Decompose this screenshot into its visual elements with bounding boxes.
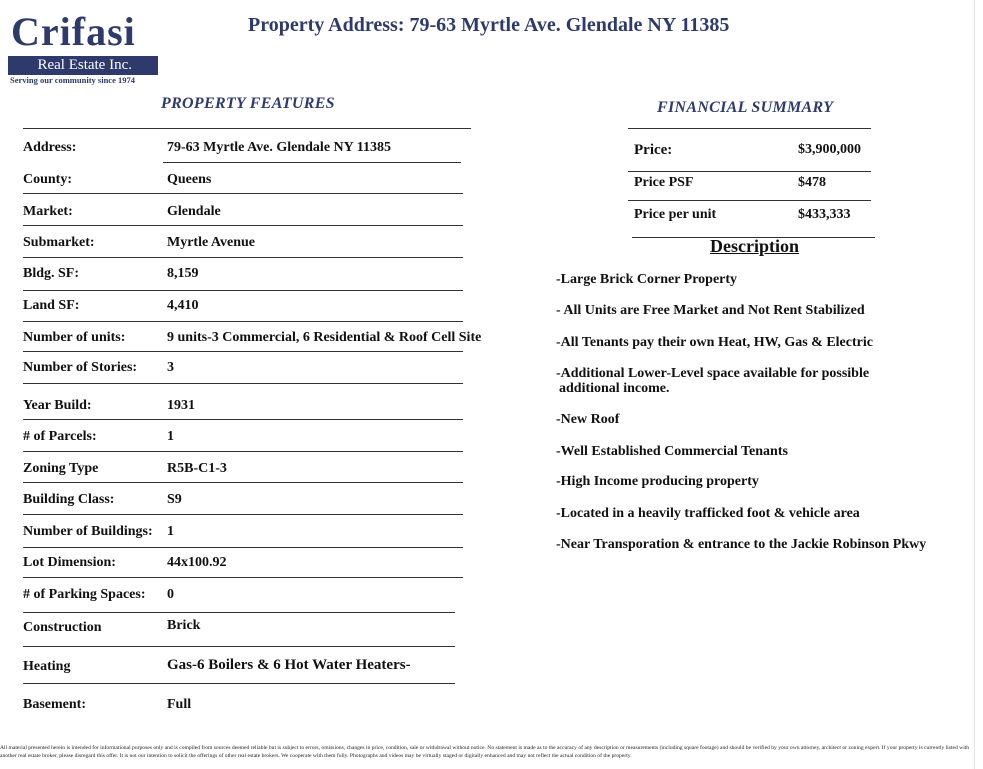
row-divider (23, 351, 463, 352)
row-divider (23, 683, 455, 684)
description-item: -Near Transporation & entrance to the Jackie Robinson Pkwy (556, 537, 927, 552)
feature-label: Number of Stories: (23, 360, 138, 375)
feature-label: Construction (23, 620, 102, 635)
feature-value: Gas-6 Boilers & 6 Hot Water Heaters- (167, 657, 411, 673)
row-divider (23, 383, 463, 384)
financial-top-rule (628, 128, 871, 129)
feature-value: Glendale (167, 204, 221, 219)
feature-value: 1931 (167, 398, 195, 413)
feature-value: S9 (167, 492, 182, 507)
feature-value: Myrtle Avenue (167, 235, 255, 250)
feature-value: R5B-C1-3 (167, 461, 227, 476)
feature-label: Bldg. SF: (23, 266, 80, 281)
row-divider (23, 547, 463, 548)
feature-label: Zoning Type (23, 461, 99, 476)
feature-label: Lot Dimension: (23, 555, 116, 570)
feature-label: Address: (23, 140, 77, 155)
legal-disclaimer: All material presented herein is intended for informational purposes only and is compiled from sources deemed reliable but is subject to errors, omissions, changes in price, condition, sale or withdrawal without notice. No statement is made as to the accuracy of any description or measurements (including square footage) and should be verified by your own attorney, architect or zoning expert. If your property is currently listed with another real estate broker, please disregard this offer. It is not our intention to solicit the offerings of other real estate brokers. We cooperate with them fully. Photographs and videos may be virtually staged or digitally enhanced and may not reflect the actual condition of the property. (0, 745, 970, 759)
feature-label: # of Parcels: (23, 429, 97, 444)
row-divider (23, 514, 463, 515)
feature-value: 1 (167, 429, 174, 444)
logo-wordmark: Crifasi (11, 9, 136, 54)
financial-value: $3,900,000 (798, 142, 861, 157)
financial-value: $478 (798, 175, 826, 190)
description-item: -Well Established Commercial Tenants (556, 444, 788, 459)
feature-label: Land SF: (23, 298, 80, 313)
feature-label: Submarket: (23, 235, 95, 250)
feature-value: 4,410 (167, 298, 199, 313)
row-divider (23, 290, 463, 291)
logo-banner: Real Estate Inc. (8, 56, 158, 75)
description-item: -New Roof (556, 412, 620, 427)
page-title: Property Address: 79-63 Myrtle Ave. Glendale NY 11385 (248, 14, 730, 36)
feature-label: Heating (23, 659, 71, 674)
financial-label: Price: (634, 142, 673, 158)
row-divider (23, 482, 463, 483)
feature-value: Full (167, 697, 192, 712)
description-item: -Large Brick Corner Property (556, 272, 738, 287)
row-divider (163, 162, 461, 163)
row-divider (628, 200, 871, 201)
row-divider (23, 646, 455, 647)
row-divider (23, 612, 455, 613)
feature-label: Building Class: (23, 492, 115, 507)
feature-value: 8,159 (167, 266, 199, 281)
features-top-rule (23, 128, 471, 129)
description-item: -All Tenants pay their own Heat, HW, Gas & Electric (556, 335, 873, 350)
description-heading: Description (710, 236, 799, 256)
property-features-heading: PROPERTY FEATURES (161, 95, 335, 112)
feature-label: Number of units: (23, 330, 126, 345)
row-divider (23, 257, 463, 258)
financial-value: $433,333 (798, 207, 851, 222)
feature-value: 79-63 Myrtle Ave. Glendale NY 11385 (167, 140, 391, 155)
row-divider (23, 577, 463, 578)
feature-value: 3 (167, 360, 174, 375)
feature-value: Queens (167, 172, 212, 187)
financial-label: Price per unit (634, 207, 717, 222)
feature-label: Year Build: (23, 398, 92, 413)
financial-summary-heading: FINANCIAL SUMMARY (657, 99, 834, 116)
row-divider (23, 451, 463, 452)
description-item: -High Income producing property (556, 474, 759, 489)
feature-value: 44x100.92 (167, 555, 227, 570)
description-item: - All Units are Free Market and Not Rent Stabilized (556, 303, 865, 318)
row-divider (628, 171, 871, 172)
feature-label: Market: (23, 204, 73, 219)
feature-label: # of Parking Spaces: (23, 587, 146, 602)
row-divider (23, 193, 463, 194)
row-divider (23, 321, 463, 322)
logo-tagline: Serving our community since 1974 (10, 75, 135, 85)
row-divider (23, 419, 463, 420)
financial-label: Price PSF (634, 175, 694, 190)
description-item: -Located in a heavily trafficked foot & vehicle area (556, 506, 860, 521)
feature-label: Basement: (23, 697, 86, 712)
description-item: -Additional Lower-Level space available for possible (556, 366, 870, 381)
feature-value: 1 (167, 524, 174, 539)
feature-label: Number of Buildings: (23, 524, 153, 539)
feature-value: Brick (167, 618, 201, 633)
feature-value: 0 (167, 587, 174, 602)
feature-label: County: (23, 172, 73, 187)
feature-value: 9 units-3 Commercial, 6 Residential & Roof Cell Site (167, 330, 482, 345)
description-item: additional income. (559, 381, 670, 396)
company-logo (8, 10, 160, 84)
row-divider (23, 225, 463, 226)
